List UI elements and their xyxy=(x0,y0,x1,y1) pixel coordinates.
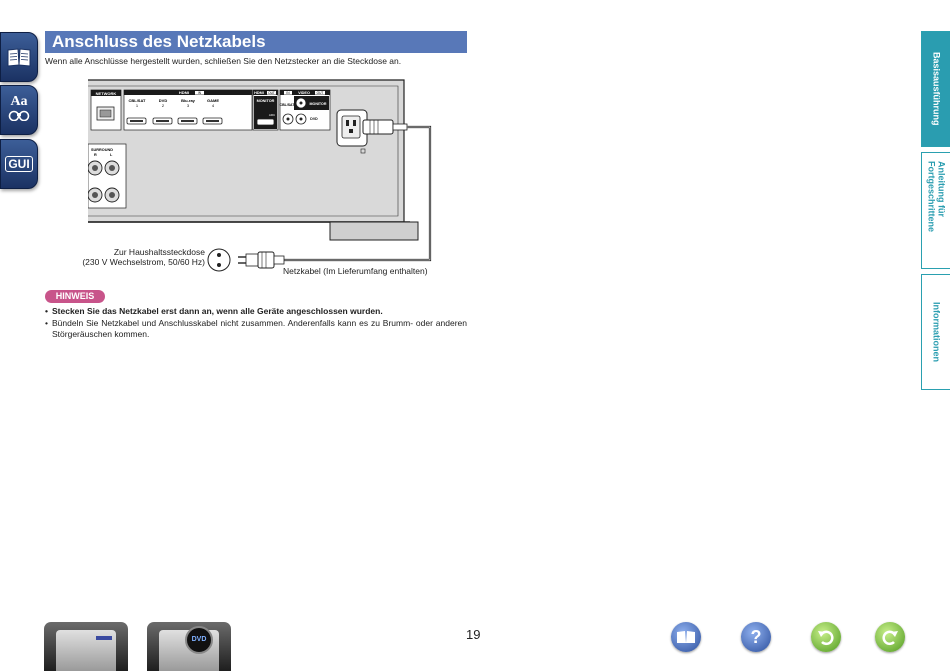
network-label: NETWORK xyxy=(95,91,117,96)
glossary-icon[interactable] xyxy=(0,85,38,135)
outlet-label: Zur Haushaltssteckdose (230 V Wechselstrom, 50/60 Hz) xyxy=(82,247,205,267)
gui-icon[interactable] xyxy=(0,139,38,189)
intro-text: Wenn alle Anschlüsse hergestellt wurden, schließen Sie den Netzstecker an die Steckdose an. xyxy=(45,56,402,66)
svg-text:DVD: DVD xyxy=(158,98,168,103)
arc-label: ARC xyxy=(268,113,276,117)
tab-fortgeschrittene[interactable]: Anleitung für Fortgeschrittene xyxy=(921,152,950,269)
redo-arrow-icon xyxy=(880,627,900,647)
gui-label: GUI xyxy=(5,156,32,172)
video-dvd-label: DVD xyxy=(310,117,318,121)
wall-plug xyxy=(246,254,258,266)
page-title: Anschluss des Netzkabels xyxy=(52,32,266,51)
manual-book-icon[interactable] xyxy=(0,32,38,82)
note-item-1: • Stecken Sie das Netzkabel erst dann an, wenn alle Geräte angeschlossen wurden. xyxy=(45,306,467,318)
hdmi-out-label: HDMI xyxy=(254,91,264,95)
ac-inlet xyxy=(342,116,360,138)
video-monitor-label: MONITOR xyxy=(309,102,327,106)
hdmi-in-badge: IN xyxy=(197,91,202,95)
svg-text:CBL/SAT: CBL/SAT xyxy=(128,98,146,103)
book-icon xyxy=(5,45,33,69)
svg-text:2: 2 xyxy=(161,103,165,108)
dvd-badge: DVD xyxy=(185,626,213,654)
tab-informationen[interactable]: Informationen xyxy=(921,274,950,390)
video-label: VIDEO xyxy=(298,91,310,95)
glossary-label: Aa xyxy=(10,94,28,109)
wall-outlet xyxy=(208,249,230,271)
video-cbl-label: CBL/SAT xyxy=(279,103,295,107)
hinweis-badge: HINWEIS xyxy=(45,290,105,303)
video-in-badge: IN xyxy=(286,91,290,95)
surround-l-label: L xyxy=(110,153,113,157)
video-out-badge: OUT xyxy=(316,91,324,95)
hdmi-monitor-label: MONITOR xyxy=(256,99,275,103)
surround-label: SURROUND xyxy=(91,148,113,152)
svg-text:4: 4 xyxy=(211,103,215,108)
dvd-thumb[interactable] xyxy=(147,622,231,671)
page-number: 19 xyxy=(466,627,481,642)
hdmi-out-port xyxy=(257,119,274,125)
contents-button[interactable] xyxy=(671,622,701,652)
back-button[interactable] xyxy=(811,622,841,652)
tab-basisausfuehrung[interactable]: Basisausführung xyxy=(921,31,950,147)
front-panel-thumb[interactable] xyxy=(44,622,128,671)
undo-arrow-icon xyxy=(816,627,836,647)
cable-label: Netzkabel (Im Lieferumfang enthalten) xyxy=(283,266,428,276)
svg-text:Blu-ray: Blu-ray xyxy=(181,98,195,103)
notes-list xyxy=(45,306,467,341)
binoculars-icon xyxy=(7,109,31,121)
note-item-2: • Bündeln Sie Netzkabel und Anschlusskabel nicht zusammen. Anderenfalls kann es zu Brumm- oder anderen Störgeräuschen kommen. xyxy=(45,318,467,341)
svg-text:3: 3 xyxy=(186,103,190,108)
svg-text:1: 1 xyxy=(135,103,139,108)
book-icon xyxy=(676,630,696,644)
question-icon: ? xyxy=(750,626,762,647)
hdmi-out-badge: OUT xyxy=(268,91,275,95)
svg-text:GAME: GAME xyxy=(207,98,219,103)
section-title-bar xyxy=(45,31,467,53)
help-button[interactable] xyxy=(741,622,771,652)
hdmi-in-label: HDMI xyxy=(178,90,190,95)
surround-r-label: R xyxy=(94,153,97,157)
forward-button[interactable] xyxy=(875,622,905,652)
panel-foot xyxy=(330,222,418,240)
